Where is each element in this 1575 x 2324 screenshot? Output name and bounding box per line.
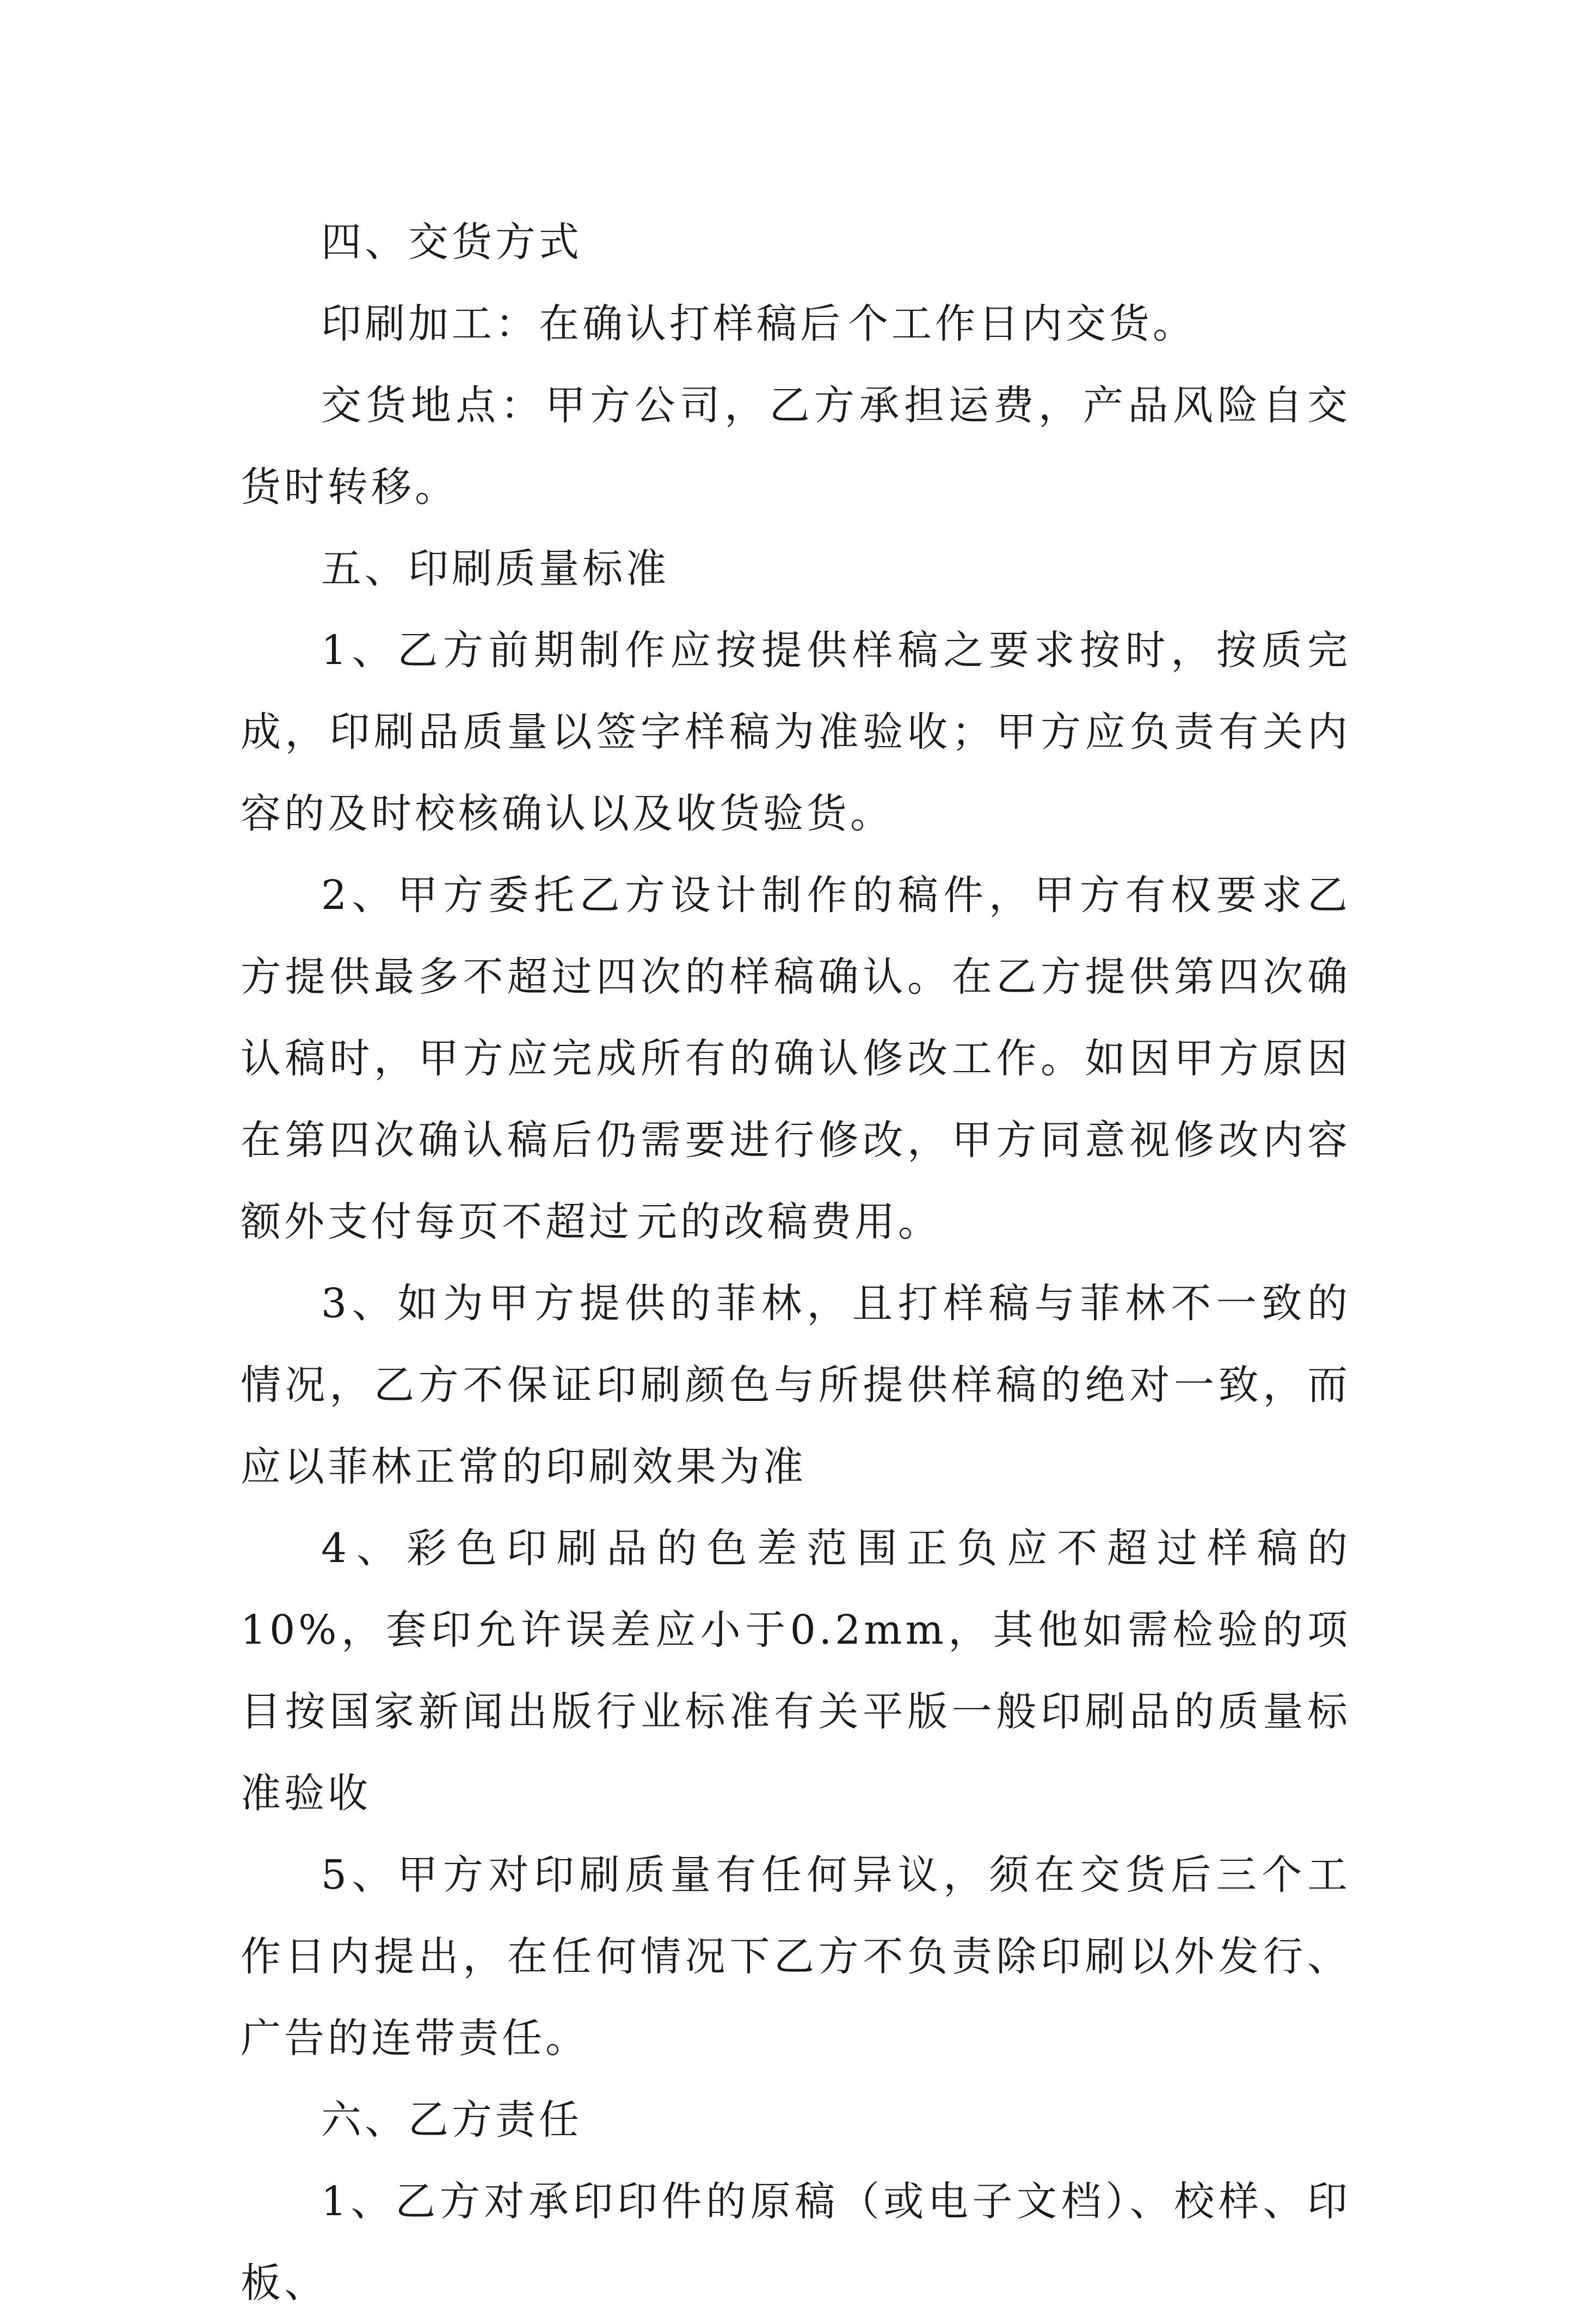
- paragraph-text: 个工作日内交货。: [848, 300, 1196, 347]
- section-heading-quality: 五、印刷质量标准: [321, 545, 669, 592]
- paragraph-quality-2: [241, 854, 1351, 1263]
- paragraph-quality-5: 5、甲方对印刷质量有任何异议，须在交货后三个工作日内提出，在任何情况下乙方不负责除印刷以外发行、广告的连带责任。: [241, 1852, 1351, 2062]
- paragraph-party-b-1: 1、乙方对承印印件的原稿（或电子文档）、校样、印板、: [241, 2178, 1351, 2307]
- section-heading-delivery: 四、交货方式: [321, 219, 582, 266]
- paragraph-quality-1: 1、乙方前期制作应按提供样稿之要求按时，按质完成，印刷品质量以签字样稿为准验收；甲方应负责有关内容的及时校核确认以及收货验货。: [241, 627, 1351, 837]
- document-body: [241, 201, 1351, 2324]
- paragraph-text: 元的改稿费用。: [637, 1198, 942, 1245]
- paragraph-text: 印刷加工：在确认打样稿后: [321, 300, 844, 347]
- paragraph-quality-3: 3、如为甲方提供的菲林，且打样稿与菲林不一致的情况，乙方不保证印刷颜色与所提供样稿的绝对一致，而应以菲林正常的印刷效果为准: [241, 1280, 1351, 1490]
- paragraph-text: 2、甲方委托乙方设计制作的稿件，甲方有权要求乙方提供最多不超过四次的样稿确认。在乙方提供第四次确认稿时，甲方应完成所有的确认修改工作。如因甲方原因在第四次确认稿后仍需要进行修改，甲方同意视修改内容额外支付每页不超过: [241, 872, 1351, 1245]
- paragraph-quality-4: 4、彩色印刷品的色差范围正负应不超过样稿的10%，套印允许误差应小于0.2mm，其他如需检验的项目按国家新闻出版行业标准有关平版一般印刷品的质量标准验收: [241, 1525, 1351, 1817]
- paragraph-print-processing: [241, 283, 1351, 365]
- section-heading-party-b: 六、乙方责任: [321, 2096, 582, 2143]
- paragraph-delivery-location: 交货地点：甲方公司，乙方承担运费，产品风险自交货时转移。: [241, 382, 1351, 511]
